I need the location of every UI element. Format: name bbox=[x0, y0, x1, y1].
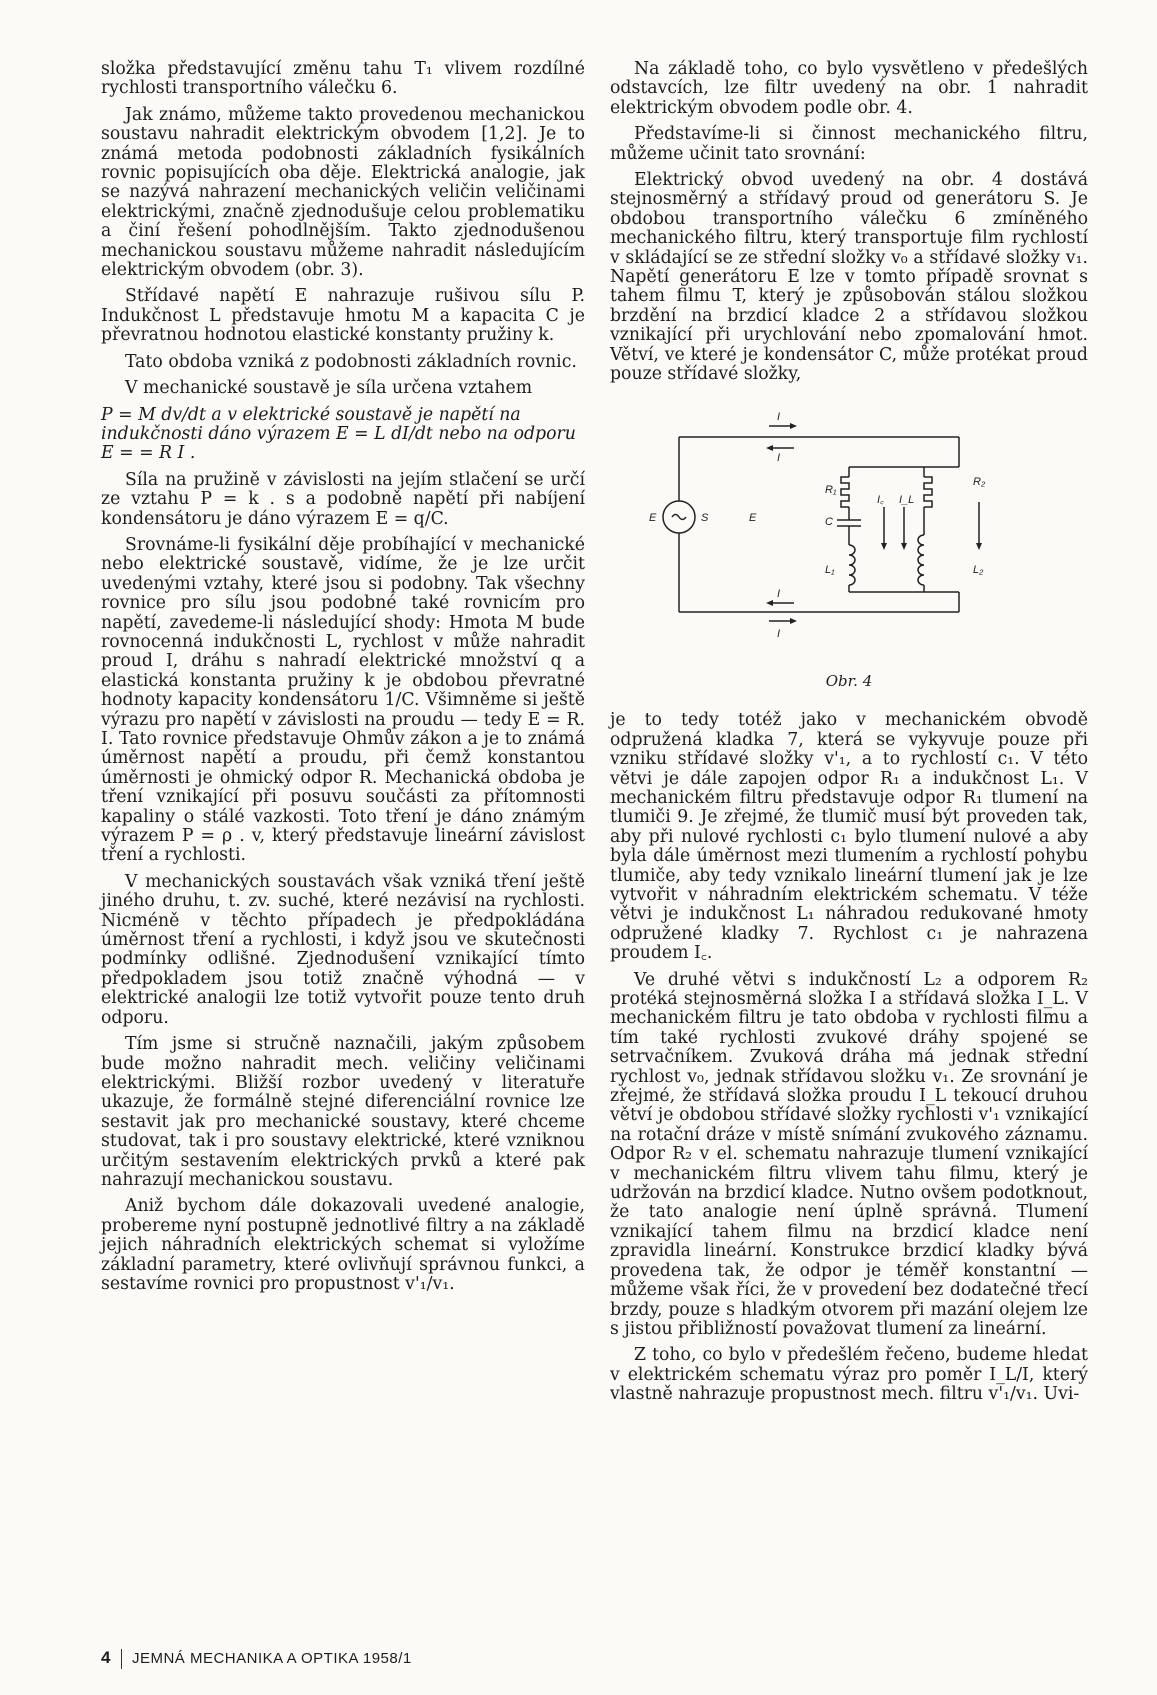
left-column bbox=[101, 60, 585, 1301]
paragraph: Síla na pružině v závislosti na jejím stlačení se určí ze vztahu P = k . s a podobně napětí při nabíjení kondensátoru je dáno výrazem E = q/C. bbox=[101, 469, 585, 529]
label-L2: L₂ bbox=[973, 563, 984, 576]
label-S: S bbox=[701, 511, 709, 524]
footer-divider bbox=[121, 1649, 122, 1669]
paragraph: Tato obdoba vzniká z podobnosti základních rovnic. bbox=[125, 351, 577, 372]
paragraph: Na základě toho, co bylo vysvětleno v předešlých odstavcích, lze filtr uvedený na obr. 1 nahradit elektrickým obvodem podle obr. 4. bbox=[610, 59, 1088, 118]
label-E: E bbox=[749, 511, 757, 524]
paragraph: Jak známo, můžeme takto provedenou mechanickou soustavu nahradit elektrickým obvodem [1,2]. Je to známá metoda podobnosti základních fysikálních rovnic popisujících oba děje. Elektrická analogie, jak se nazývá nahrazení mechanických veličin veličinami elektrickými, značně zjednodušuje celou problematiku a činí řešení pohodlnějším. Takto zjednodušenou mechanickou soustavu můžeme nahradit následujícím elektrickým obvodem (obr. 3). bbox=[101, 104, 585, 281]
figure-4 bbox=[610, 407, 1088, 692]
paragraph: Ve druhé větvi s indukčností L₂ a odporem R₂ protéká stejnosměrná složka I a střídavá složka I_L. V mechanickém filtru je tato obdoba v rychlosti filmu a tím také rychlosti zvukové dráhy spojené se setrvačníkem. Zvuková dráha má jednak střední rychlost v₀, jednak střídavou složku v₁. Ze srovnání je zřejmé, že střídavá složka proudu I_L tekoucí druhou větví je obdobou střídavé složky rychlosti v'₁ vznikající na rotační dráze v místě snímání zvukového záznamu. Odpor R₂ v el. schematu nahrazuje tlumení vznikající v mechanickém filtru vlivem tahu filmu, který je udržován na brzdicí kladce. Nutno ovšem podotknout, že tato analogie není úplně správná. Tlumení vznikající tahem filmu na brzdicí kladce není zpravidla lineární. Konstrukce brzdicí kladky bývá provedena tak, že odpor je téměř konstantní — můžeme však říci, že v provedení bez dodatečné třecí brzdy, pouze s hladkým otvorem při mazání olejem lze s jistou přibližností považovat tlumení za lineární. bbox=[610, 969, 1088, 1339]
label-Ic: I꜀ bbox=[877, 493, 884, 506]
right-column bbox=[610, 60, 1088, 1412]
label-E: E bbox=[649, 511, 657, 524]
paragraph: Srovnáme-li fysikální děje probíhající v mechanické nebo elektrické soustavě, vidíme, že je lze určit uvedenými vztahy, které jsou si podobny. Tak všechny rovnice pro sílu jsou podobné také rovnicím pro napětí, zavedeme-li následující shody: Hmota M bude rovnocenná indukčnosti L, rychlost v může nahradit proud I, dráhu s nahradí elektrické množství q a elastická konstanta pružiny k je obdobou převratné hodnoty kapacity kondensátoru 1/C. Všimněme si ještě výrazu pro napětí v závislosti na proudu — tedy E = R. I. Tato rovnice představuje Ohmův zákon a je to známá úměrnost napětí a proudu, při čemž konstantou úměrnosti je ohmický odpor R. Mechanická obdoba je tření vznikající při posuvu součásti za přítomnosti kapaliny o stálé vazkosti. Toto tření je dáno známým výrazem P = ρ . v, který představuje lineární závislost tření a rychlosti. bbox=[101, 534, 585, 866]
label-C: C bbox=[825, 515, 833, 528]
paragraph: Představíme-li si činnost mechanického filtru, můžeme učinit tato srovnání: bbox=[610, 124, 1088, 164]
label-L1: L₁ bbox=[825, 563, 835, 576]
paragraph: složka představující změnu tahu T₁ vlivem rozdílné rychlosti transportního válečku 6. bbox=[101, 59, 585, 99]
label-R2: R₂ bbox=[973, 475, 986, 488]
label-I: I bbox=[777, 587, 781, 600]
formula-block: P = M dv/dt a v elektrické soustavě je napětí na indukčnosti dáno výrazem E = L dI/dt nebo na odporu E = = R I . bbox=[101, 404, 576, 464]
paragraph: Elektrický obvod uvedený na obr. 4 dostává stejnosměrný a střídavý proud od generátoru S. Je obdobou transportního válečku 6 zmíněného mechanického filtru, který transportuje film rychlostí v skládající se ze střední složky v₀ a střídavé složky v₁. Napětí generátoru E lze v tomto případě srovnat s tahem filmu T, který je způsobován stálou složkou brzdění na brzdicí kladce 2 a střídavou složkou vznikající při urychlování nebo zpomalování hmot. Větví, ve které je kondensátor C, může protékat proud pouze střídavé složky, bbox=[610, 170, 1088, 385]
page-footer bbox=[101, 1648, 412, 1669]
paragraph: Z toho, co bylo v předešlém řečeno, budeme hledat v elektrickém schematu výraz pro poměr I_L/I, který vlastně nahrazuje propustnost mech. filtru v'₁/v₁. Uvi- bbox=[610, 1345, 1088, 1405]
journal-title: JEMNÁ MECHANIKA A OPTIKA 1958/1 bbox=[131, 1650, 412, 1667]
circuit-diagram bbox=[649, 407, 1049, 667]
label-I: I bbox=[777, 451, 781, 464]
paragraph: V mechanické soustavě je síla určena vztahem bbox=[125, 378, 533, 399]
label-I: I bbox=[777, 627, 781, 640]
paragraph: Aniž bychom dále dokazovali uvedené analogie, probereme nyní postupně jednotlivé filtry a na základě jejich náhradních elektrických schemat si vyložíme základní parametry, které ovlivňují správnou funkci, a sestavíme rovnici pro propustnost v'₁/v₁. bbox=[101, 1196, 585, 1294]
label-R1: R₁ bbox=[825, 483, 837, 496]
figure-caption: Obr. 4 bbox=[825, 671, 873, 690]
label-I: I bbox=[777, 410, 781, 423]
paragraph: Střídavé napětí E nahrazuje rušivou sílu P. Indukčnost L představuje hmotu M a kapacita C je převratnou hodnotou elastické konstanty pružiny k. bbox=[101, 286, 585, 346]
label-IL: I_L bbox=[899, 493, 915, 506]
paragraph: V mechanických soustavách však vzniká tření ještě jiného druhu, t. zv. suché, které nezávisí na rychlosti. Nicméně v těchto případech je předpokládána úměrnost tření a rychlosti, i když jsou ve skutečnosti podmínky odlišné. Zjednodušení vznikající tímto předpokladem jsou totiž značně výhodná — v elektrické analogii lze totiž vytvořit pouze tento druh odporu. bbox=[101, 871, 585, 1028]
page-number: 4 bbox=[101, 1648, 111, 1667]
paragraph: Tím jsme si stručně naznačili, jakým způsobem bude možno nahradit mech. veličiny veličinami elektrickými. Bližší rozbor uvedený v literatuře ukazuje, že formálně stejné diferenciální rovnice lze sestavit jak pro mechanické soustavy, které chceme studovat, tak i pro soustavy elektrické, které vzniknou určitým sestavením elektrických prvků a které pak nahrazují mechanickou soustavu. bbox=[101, 1034, 585, 1190]
paragraph: je to tedy totéž jako v mechanickém obvodě odpružená kladka 7, která se vykyvuje pouze při vzniku střídavé složky v'₁, a to rychlostí c₁. V této větvi je dále zapojen odpor R₁ a indukčnost L₁. V mechanickém filtru představuje odpor R₁ tlumení na tlumiči 9. Je zřejmé, že tlumič musí být proveden tak, aby při nulové rychlosti c₁ bylo tlumení nulové a aby byla dále úměrnost mezi tlumením a rychlostí pohybu tlumiče, aby tedy vznikalo lineární tlumení jak je lze vytvořit v náhradním elektrickém schematu. V téže větvi je indukčnost L₁ náhradou redukované hmoty odpružené kladky 7. Rychlost c₁ je nahrazena proudem I꜀. bbox=[610, 710, 1088, 964]
